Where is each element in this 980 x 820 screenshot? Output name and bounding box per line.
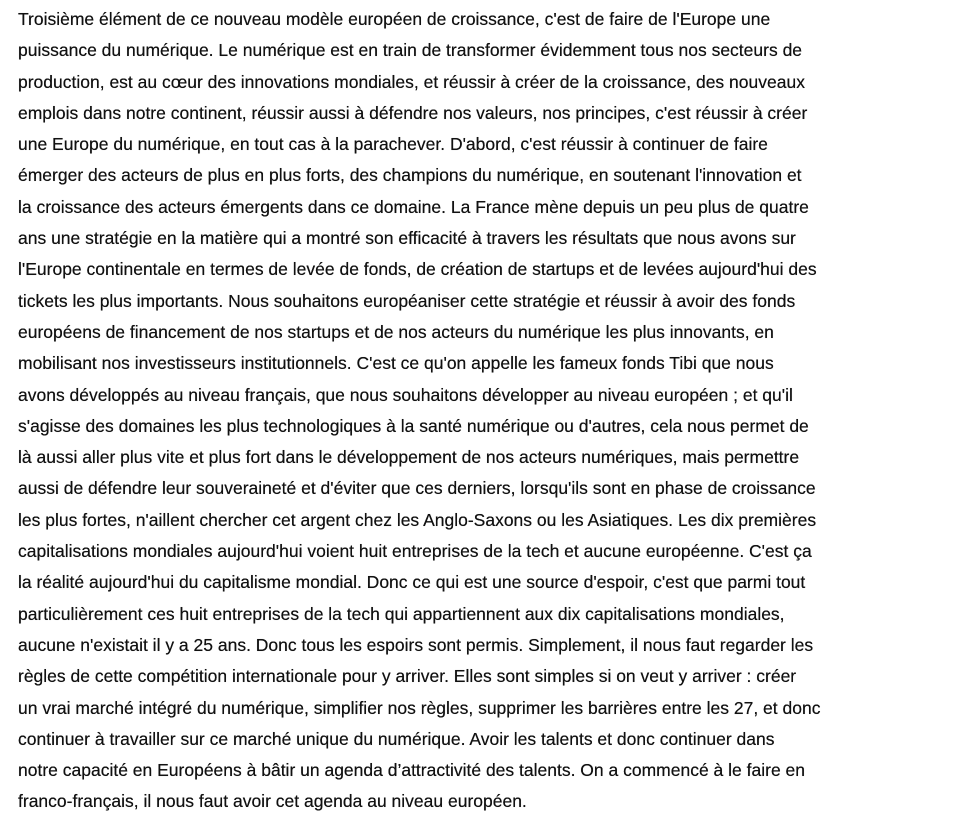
- paragraph-line: Troisième élément de ce nouveau modèle européen de croissance, c'est de faire de l'Europe une: [18, 9, 771, 29]
- paragraph-line: européens de financement de nos startups et de nos acteurs du numérique les plus innovants, en: [18, 321, 774, 342]
- paragraph-line: franco-français, il nous faut avoir cet agenda au niveau européen.: [18, 791, 527, 812]
- paragraph-line: là aussi aller plus vite et plus fort dans le développement de nos acteurs numériques, mais permettre: [18, 447, 800, 468]
- paragraph-line: production, est au cœur des innovations mondiales, et réussir à créer de la croissance, des nouveaux: [18, 71, 805, 92]
- paragraph-line: l'Europe continentale en termes de levée de fonds, de création de startups et de levées aujourd'hui des: [18, 259, 817, 280]
- paragraph-line: règles de cette compétition internationale pour y arriver. Elles sont simples si on veut y arriver : créer: [18, 666, 797, 687]
- paragraph-line: puissance du numérique. Le numérique est en train de transformer évidemment tous nos secteurs de: [18, 40, 803, 61]
- paragraph-line: s'agisse des domaines les plus technologiques à la santé numérique ou d'autres, cela nous permet de: [18, 415, 809, 436]
- paragraph-line: aucune n'existait il y a 25 ans. Donc tous les espoirs sont permis. Simplement, il nous faut regarder les: [18, 634, 814, 655]
- paragraph-line: avons développés au niveau français, que nous souhaitons développer au niveau européen ; et qu'il: [18, 384, 793, 405]
- paragraph-line: mobilisant nos investisseurs institutionnels. C'est ce qu'on appelle les fameux fonds Tibi que nous: [18, 353, 774, 374]
- paragraph-line: aussi de défendre leur souveraineté et d'éviter que ces derniers, lorsqu'ils sont en phase de croissance: [18, 478, 816, 499]
- paragraph-line: émerger des acteurs de plus en plus forts, des champions du numérique, en soutenant l'innovation et: [18, 165, 802, 186]
- paragraph-line: un vrai marché intégré du numérique, simplifier nos règles, supprimer les barrières entre les 27, et donc: [18, 697, 821, 718]
- paragraph-line: notre capacité en Européens à bâtir un agenda d’attractivité des talents. On a commencé à le faire en: [18, 760, 806, 781]
- paragraph-line: ans une stratégie en la matière qui a montré son efficacité à travers les résultats que nous avons sur: [18, 228, 796, 249]
- paragraph-line: emplois dans notre continent, réussir aussi à défendre nos valeurs, nos principes, c'est réussir à créer: [18, 102, 808, 123]
- paragraph-line: les plus fortes, n'aillent chercher cet argent chez les Anglo-Saxons ou les Asiatiques. Les dix premières: [18, 509, 817, 530]
- paragraph-line: la réalité aujourd'hui du capitalisme mondial. Donc ce qui est une source d'espoir, c'est que parmi tout: [18, 572, 806, 593]
- paragraph-line: tickets les plus importants. Nous souhaitons européaniser cette stratégie et réussir à avoir des fonds: [18, 290, 796, 311]
- paragraph-line: une Europe du numérique, en tout cas à la parachever. D'abord, c'est réussir à continuer de faire: [18, 134, 768, 155]
- paragraph-line: particulièrement ces huit entreprises de la tech qui appartiennent aux dix capitalisations mondiales,: [18, 603, 785, 624]
- paragraph-line: capitalisations mondiales aujourd'hui voient huit entreprises de la tech et aucune européenne. C'est ça: [18, 541, 812, 562]
- paragraph-line: la croissance des acteurs émergents dans ce domaine. La France mène depuis un peu plus de quatre: [18, 196, 809, 217]
- paragraph-line: continuer à travailler sur ce marché unique du numérique. Avoir les talents et donc continuer dans: [18, 728, 775, 749]
- body-paragraph: [18, 4, 966, 818]
